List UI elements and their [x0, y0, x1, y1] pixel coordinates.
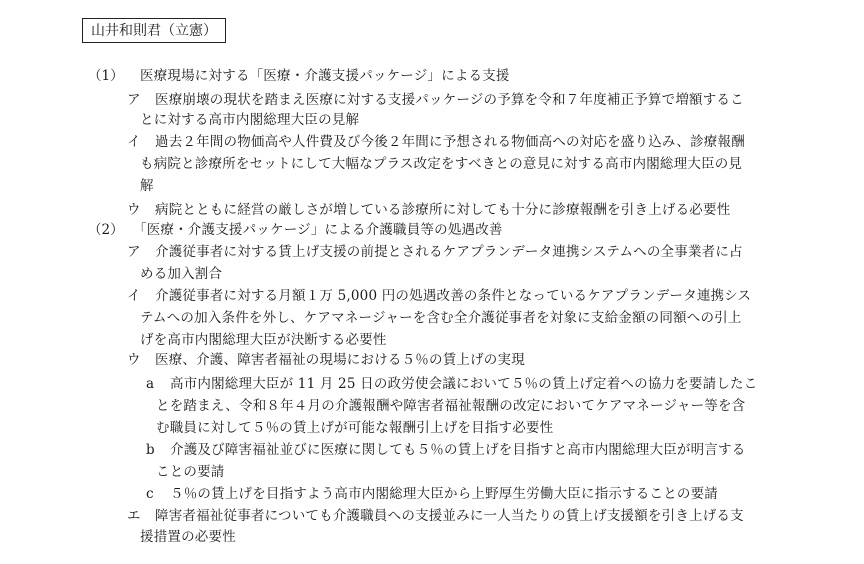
section-2-item-u-line-1: 医療、介護、障害者福祉の現場における５％の賃上げの実現 — [155, 352, 525, 368]
section-2-item-e-line-1: 障害者福祉従事者についても介護職員への支援並みに一人当たりの賃上げ支援額を引き上げる支 — [155, 508, 744, 524]
document-title: 山井和則君（立憲） — [82, 18, 226, 43]
subitem-a-line-3: む職員に対して５％の賃上げが可能な報酬引上げを目指す必要性 — [156, 420, 554, 436]
section-1-item-i-line-1: 過去２年間の物価高や人件費及び今後２年間に予想される物価高への対応を盛り込み、診療報酬 — [155, 134, 745, 150]
section-2-item-a-line-1: 介護従事者に対する賃上げ支援の前提とされるケアプランデータ連携システムへの全事業者に占 — [155, 244, 743, 260]
subitem-a-line-2: とを踏まえ、令和８年４月の介護報酬や障害者福祉報酬の改定においてケアマネージャー等を含 — [156, 398, 746, 414]
section-2-item-i-marker: イ — [127, 288, 141, 304]
subitem-a-line-1: 高市内閣総理大臣が 11 月 25 日の政労使会議において５％の賃上げ定着への協力を要請したこ — [170, 376, 758, 392]
section-1-item-u-line-1: 病院とともに経営の厳しさが増している診療所に対しても十分に診療報酬を引き上げる必要性 — [155, 202, 731, 218]
section-2-item-e-marker: エ — [127, 508, 141, 524]
subitem-c-line-1: ５％の賃上げを目指すよう高市内閣総理大臣から上野厚生労働大臣に指示することの要請 — [170, 486, 718, 502]
subitem-b-marker: b — [146, 442, 155, 458]
section-2-item-a-line-2: める加入割合 — [140, 266, 223, 282]
section-1-item-a-line-1: 医療崩壊の現状を踏まえ医療に対する支援パッケージの予算を令和７年度補正予算で増額するこ — [155, 92, 744, 108]
section-1-item-a-line-2: とに対する高市内閣総理大臣の見解 — [140, 112, 360, 128]
section-2-item-u-marker: ウ — [127, 352, 141, 368]
section-2-heading: 「医療・介護支援パッケージ」による介護職員等の処遇改善 — [133, 222, 503, 238]
section-1-item-i-line-2: も病院と診療所をセットにして大幅なプラス改定をすべきとの意見に対する高市内閣総理大臣の見 — [140, 156, 743, 172]
section-1-marker: （1） — [88, 68, 124, 84]
section-2-item-i-line-1: 介護従事者に対する月額１万 5,000 円の処遇改善の条件となっているケアプランデータ連携シス — [155, 288, 752, 304]
section-2-marker: （2） — [88, 222, 124, 238]
subitem-b-line-1: 介護及び障害福祉並びに医療に関しても５％の賃上げを目指すと高市内閣総理大臣が明言する — [170, 442, 746, 458]
section-2-item-e-line-2: 援措置の必要性 — [140, 529, 236, 545]
section-2-item-i-line-3: げを高市内閣総理大臣が決断する必要性 — [140, 332, 387, 348]
subitem-a-marker: a — [146, 376, 155, 392]
section-1-item-i-marker: イ — [127, 134, 141, 150]
subitem-c-marker: c — [146, 486, 154, 502]
section-1-item-u-marker: ウ — [127, 202, 141, 218]
section-1-heading: 医療現場に対する「医療・介護支援パッケージ」による支援 — [140, 68, 510, 84]
section-2-item-a-marker: ア — [127, 244, 141, 260]
section-2-item-i-line-2: テムへの加入条件を外し、ケアマネージャーを含む全介護従事者を対象に支給金額の同額への引上 — [140, 310, 742, 326]
subitem-b-line-2: ことの要請 — [156, 464, 225, 480]
section-1-item-i-line-3: 解 — [140, 178, 154, 194]
section-1-item-a-marker: ア — [127, 92, 141, 108]
